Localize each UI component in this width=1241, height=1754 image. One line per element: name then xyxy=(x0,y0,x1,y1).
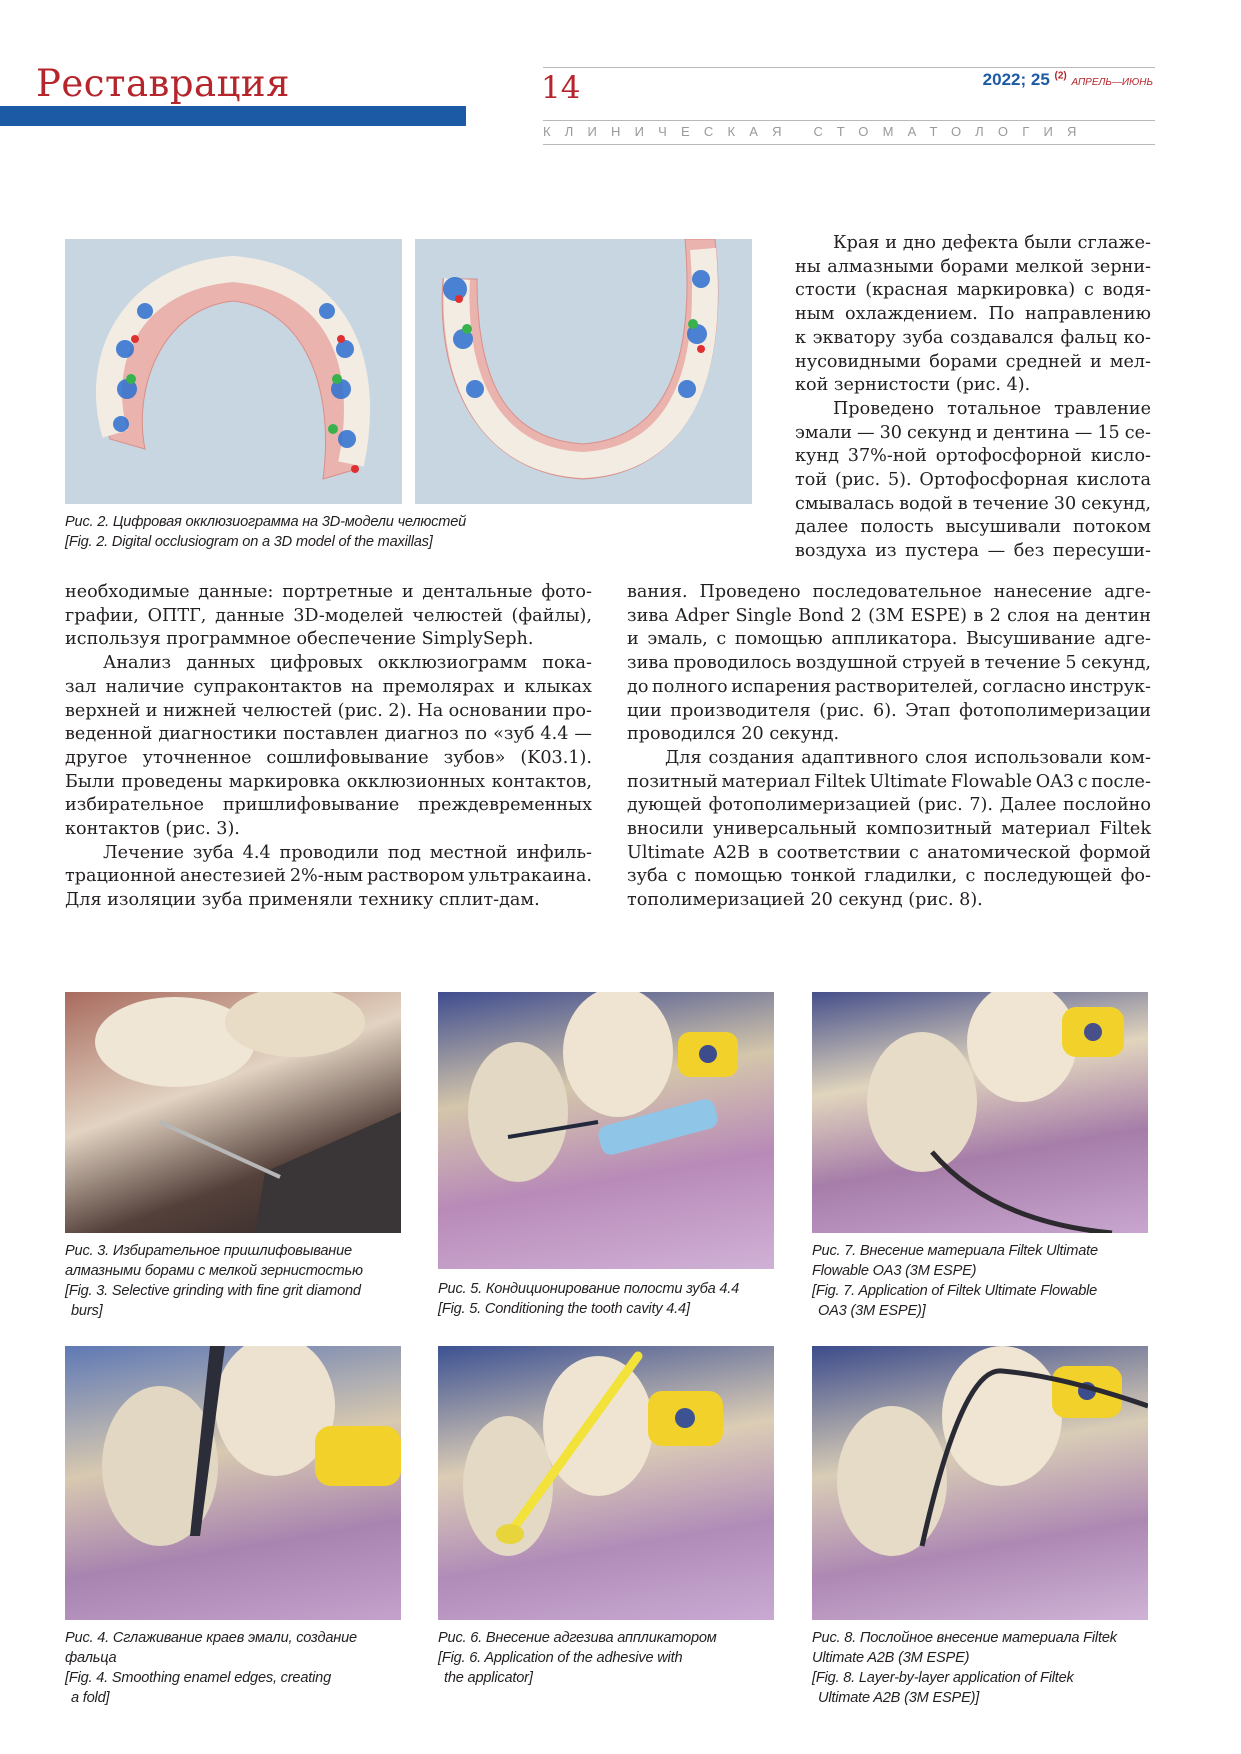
caption-line: алмазными борами с мелкой зернистостью xyxy=(65,1263,363,1279)
figure-2-caption-ru: Рис. 2. Цифровая окклюзиограмма на 3D-модели челюстей xyxy=(65,514,467,530)
text-line: до полного испарения растворителей, согласно инструк- xyxy=(627,676,1151,697)
text-line: Лечение зуба 4.4 проводили под местной инфиль- xyxy=(103,842,592,863)
caption-line: the applicator] xyxy=(444,1670,533,1686)
figure-8-caption xyxy=(812,1628,1117,1708)
figure-2-upper-jaw-image xyxy=(65,239,402,504)
caption-line: a fold] xyxy=(71,1690,110,1706)
page-number: 14 xyxy=(541,70,581,106)
text-line: контактов (рис. 3). xyxy=(65,819,240,840)
caption-line: Ultimate A2B (3M ESPE) xyxy=(812,1650,970,1666)
issue-info: 2022; 25 $^{(2)}$ АПРЕЛЬ—ИЮНЬ xyxy=(982,70,1153,89)
section-title: Реставрация xyxy=(36,62,290,105)
text-line: Проведено тотальное травление xyxy=(833,398,1151,419)
caption-line: [Fig. 6. Application of the adhesive with xyxy=(438,1650,683,1666)
text-line: Были проведены маркировка окклюзионных контактов, xyxy=(65,771,592,792)
text-line: кой зернистости (рис. 4). xyxy=(795,375,1031,396)
text-line: стости (красная маркировка) с водя- xyxy=(795,280,1151,301)
figure-4-image xyxy=(65,1346,401,1620)
figure-6-caption xyxy=(438,1628,717,1688)
caption-line: OA3 (3M ESPE)] xyxy=(818,1303,926,1319)
caption-line: Ultimate A2B (3M ESPE)] xyxy=(818,1690,980,1706)
section-bar xyxy=(0,106,466,126)
issue-months: АПРЕЛЬ—ИЮНЬ xyxy=(1071,77,1153,88)
text-line: избирательное пришлифовывание преждевременных xyxy=(65,795,592,816)
caption-line: Рис. 7. Внесение материала Filtek Ultimate xyxy=(812,1243,1098,1259)
text-line: трационной анестезией 2%-ным раствором ультракаина. xyxy=(65,866,592,887)
text-line: позитный материал Filtek Ultimate Flowable OA3 с после- xyxy=(627,771,1151,792)
text-line: верхней и нижней челюстей (рис. 2). На основании про- xyxy=(65,700,592,721)
text-line: кунд 37%-ной ортофосфорной кисло- xyxy=(795,446,1151,467)
figure-5-image xyxy=(438,992,774,1269)
text-line: используя программное обеспечение SimplySeph. xyxy=(65,629,534,650)
caption-line: Рис. 6. Внесение адгезива аппликатором xyxy=(438,1630,717,1646)
caption-line: Рис. 4. Сглаживание краев эмали, создание xyxy=(65,1630,357,1646)
text-line: далее полость высушивали потоком xyxy=(795,517,1151,538)
caption-line: [Fig. 3. Selective grinding with fine grit diamond xyxy=(65,1283,361,1299)
text-line: эмали — 30 секунд и дентина — 15 се- xyxy=(795,422,1151,443)
text-line: воздуха из пустера — без пересуши- xyxy=(795,541,1151,562)
caption-line: Рис. 3. Избирательное пришлифовывание xyxy=(65,1243,352,1259)
text-line: тополимеризацией 20 секунд (рис. 8). xyxy=(627,890,983,911)
text-line: Ultimate A2B в соответствии с анатомической формой xyxy=(627,842,1151,863)
caption-line: burs] xyxy=(71,1303,103,1319)
issue-volume: 25 xyxy=(1030,70,1050,89)
text-line: дующей фотополимеризацией (рис. 7). Далее послойно xyxy=(627,795,1151,816)
text-line: веденной диагностики поставлен диагноз по «зуб 4.4 — xyxy=(65,724,592,745)
figure-7-caption xyxy=(812,1241,1098,1321)
header-rule-bottom xyxy=(543,144,1155,145)
figure-7-image xyxy=(812,992,1148,1233)
text-line: Для изоляции зуба применяли технику сплит-дам. xyxy=(65,890,540,911)
text-line: ны алмазными борами мелкой зерни- xyxy=(795,256,1151,277)
text-line: той (рис. 5). Ортофосфорная кислота xyxy=(795,470,1151,491)
left-column-text xyxy=(65,581,592,913)
text-line: ным охлаждением. По направлению xyxy=(795,304,1151,325)
figure-3-image xyxy=(65,992,401,1233)
text-line: зал наличие супраконтактов на премолярах и клыках xyxy=(65,676,592,697)
caption-line: Flowable OA3 (3M ESPE) xyxy=(812,1263,977,1279)
figure-2-caption xyxy=(65,512,466,552)
text-line: смывалась водой в течение 30 секунд, xyxy=(795,493,1151,514)
figure-2-lower-jaw-image xyxy=(415,239,752,504)
right-column-top-text xyxy=(795,232,1151,564)
text-line: вносили универсальный композитный материал Filtek xyxy=(627,819,1151,840)
figure-5-caption xyxy=(438,1279,739,1319)
text-line: зуба с помощью тонкой гладилки, с последующей фо- xyxy=(627,866,1151,887)
issue-number: (2) xyxy=(1054,70,1067,82)
issue-year: 2022 xyxy=(982,70,1021,89)
caption-line: [Fig. 4. Smoothing enamel edges, creating xyxy=(65,1670,331,1686)
text-line: Для создания адаптивного слоя использовали ком- xyxy=(665,747,1151,768)
right-column-bottom-text xyxy=(627,581,1151,913)
text-line: к экватору зуба создавался фальц ко- xyxy=(795,327,1151,348)
text-line: вания. Проведено последовательное нанесение адге- xyxy=(627,582,1151,602)
caption-line: [Fig. 7. Application of Filtek Ultimate Flowable xyxy=(812,1283,1098,1299)
figure-2-caption-en: [Fig. 2. Digital occlusiogram on a 3D model of the maxillas] xyxy=(65,534,433,550)
text-line: проводился 20 секунд. xyxy=(627,724,840,745)
text-line: нусовидными борами средней и мел- xyxy=(795,351,1151,372)
text-line: графии, ОПТГ, данные 3D-моделей челюстей (файлы), xyxy=(65,605,592,626)
figure-4-caption xyxy=(65,1628,357,1708)
text-line: Анализ данных цифровых окклюзиограмм пока- xyxy=(103,653,592,674)
text-line: и эмаль, с помощью аппликатора. Высушивание адге- xyxy=(627,629,1151,650)
figure-3-caption xyxy=(65,1241,363,1321)
text-line: необходимые данные: портретные и дентальные фото- xyxy=(65,582,592,602)
journal-name: КЛИНИЧЕСКАЯ СТОМАТОЛОГИЯ xyxy=(543,124,1091,139)
caption-line: фальца xyxy=(65,1650,117,1666)
caption-line: [Fig. 8. Layer-by-layer application of Filtek xyxy=(812,1670,1074,1686)
text-line: Края и дно дефекта были сглаже- xyxy=(833,233,1151,253)
figure-8-image xyxy=(812,1346,1148,1620)
caption-line: Рис. 8. Послойное внесение материала Filtek xyxy=(812,1630,1117,1646)
text-line: зива Adper Single Bond 2 (3M ESPE) в 2 слоя на дентин xyxy=(627,605,1151,626)
text-line: другое уточненное сошлифовывание зубов» (K03.1). xyxy=(65,747,592,768)
caption-line: [Fig. 5. Conditioning the tooth cavity 4.4] xyxy=(438,1301,690,1317)
figure-6-image xyxy=(438,1346,774,1620)
text-line: ции производителя (рис. 6). Этап фотополимеризации xyxy=(627,700,1151,721)
text-line: зива проводилось воздушной струей в течение 5 секунд, xyxy=(627,653,1151,674)
header-rule-top xyxy=(543,67,1155,68)
caption-line: Рис. 5. Кондиционирование полости зуба 4.4 xyxy=(438,1281,740,1297)
header-rule-middle xyxy=(543,120,1155,121)
